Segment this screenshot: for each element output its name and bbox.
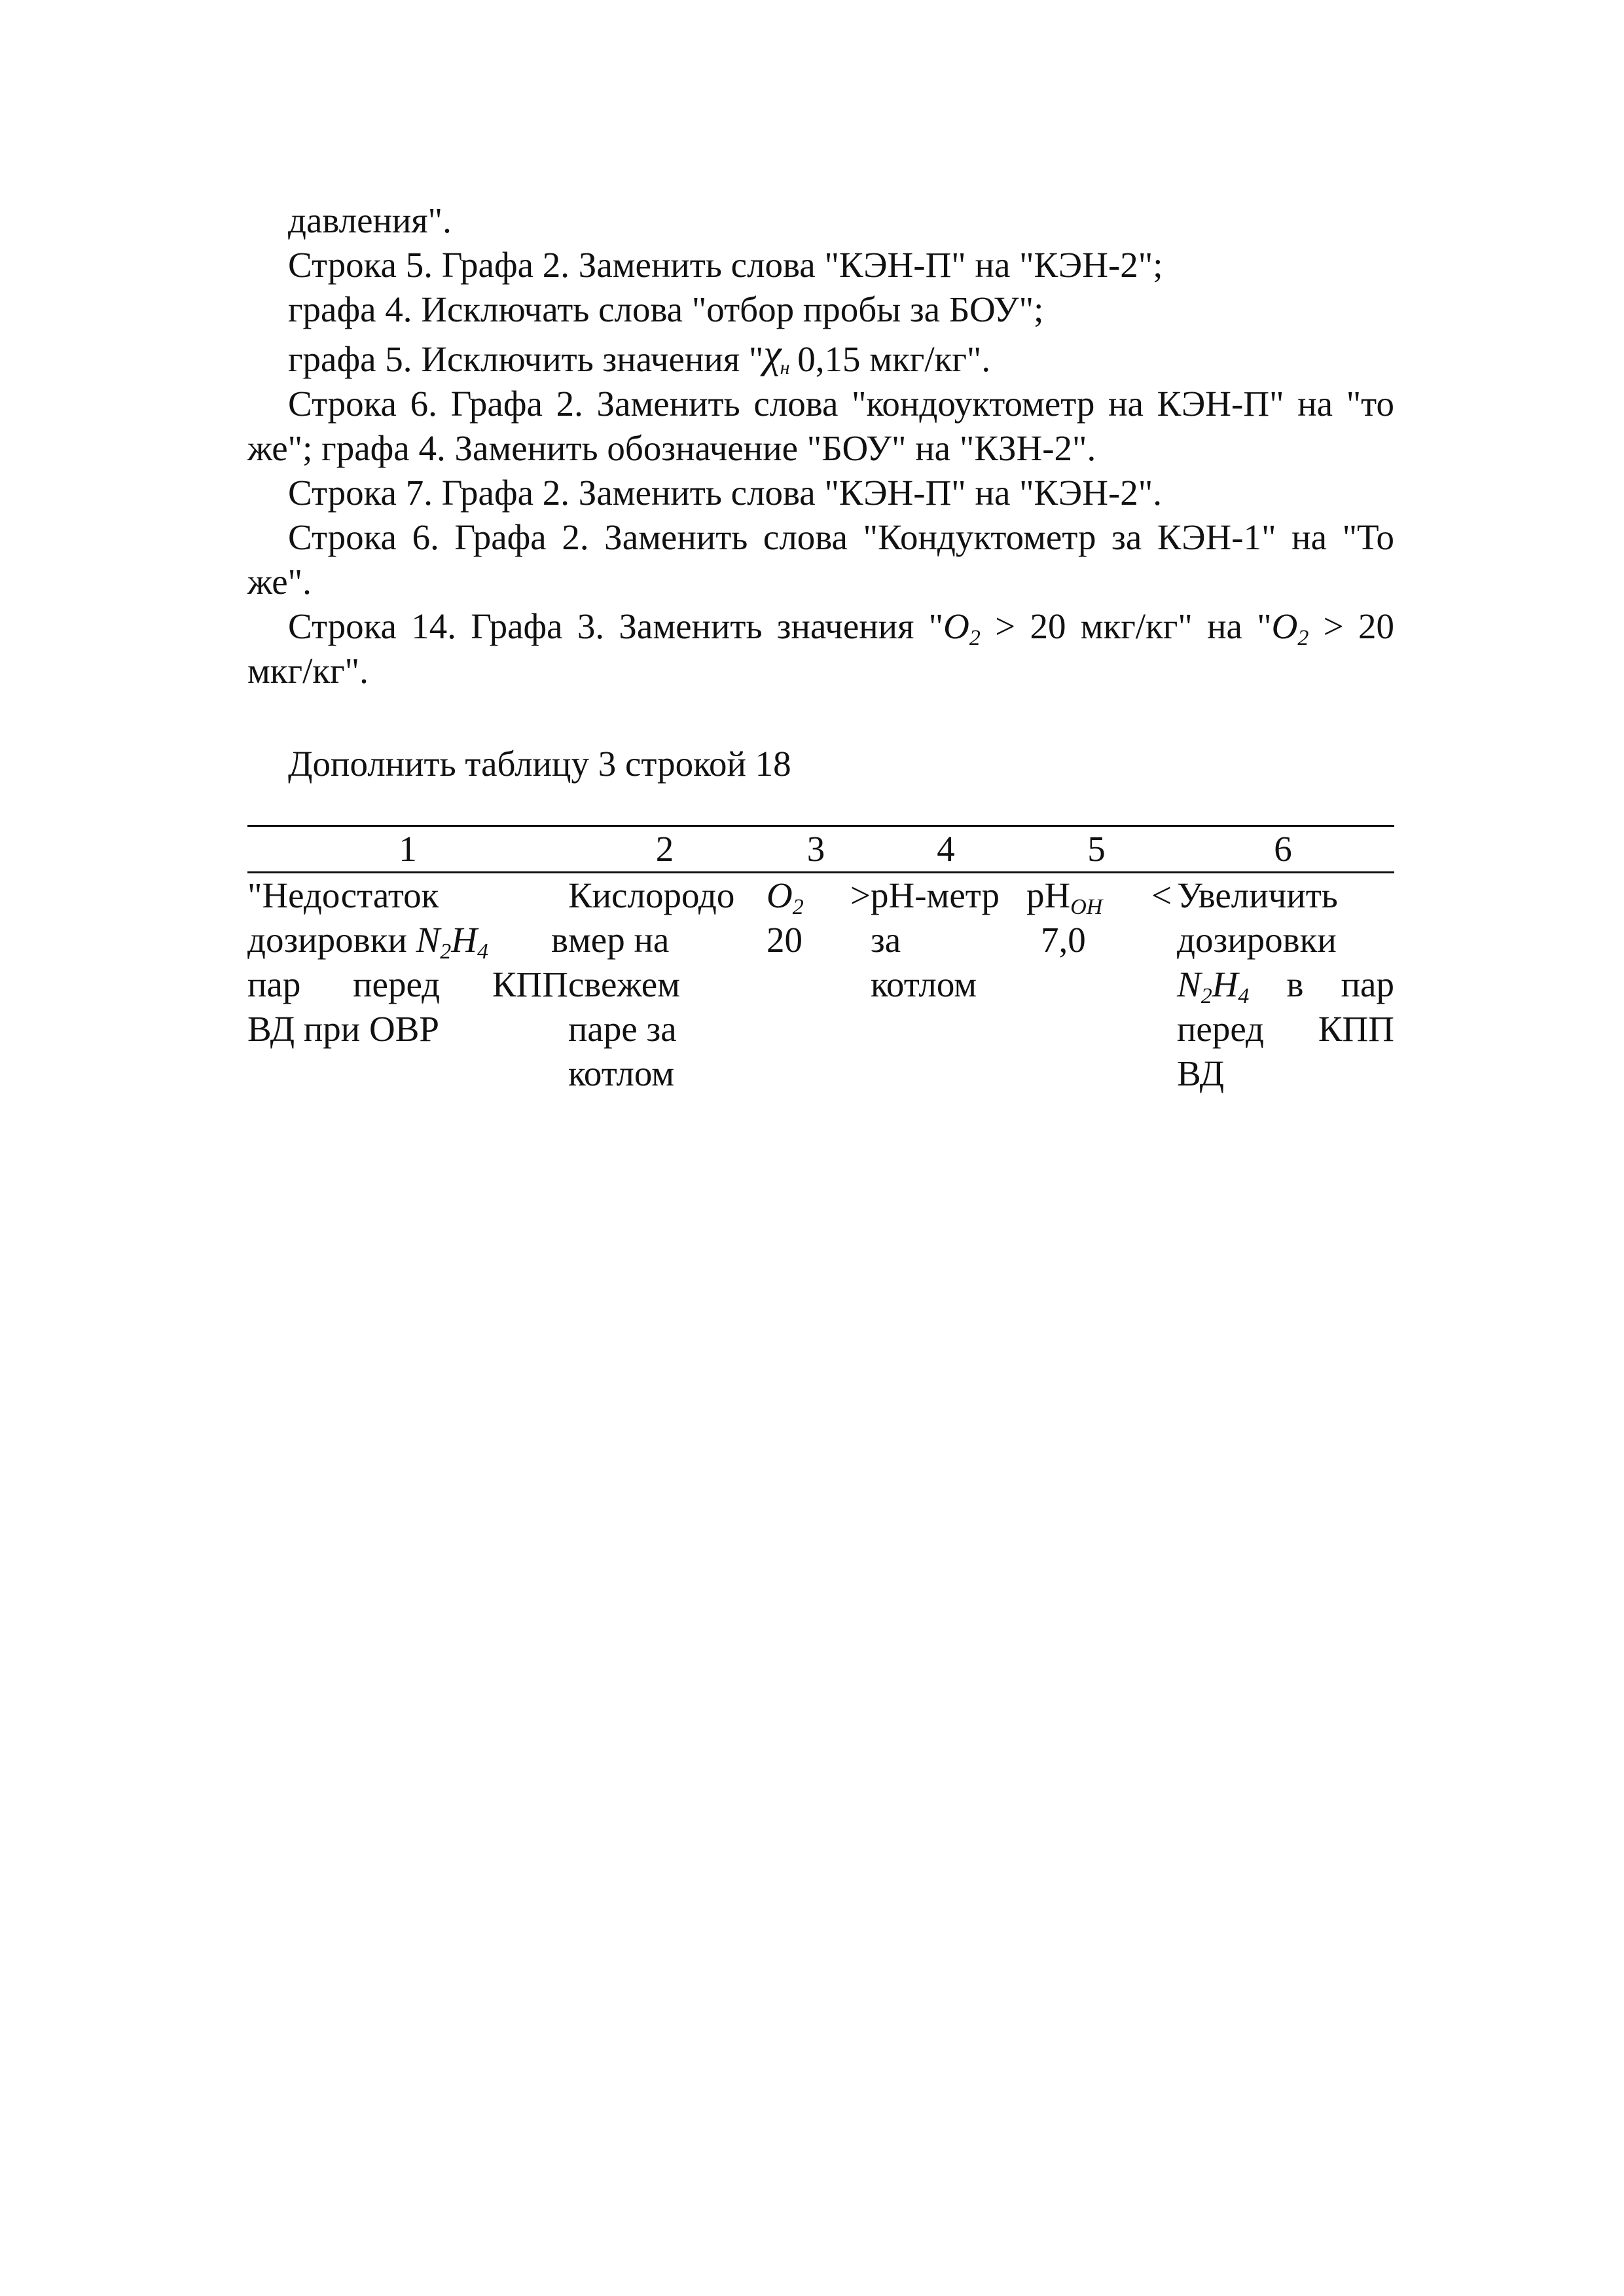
cell-action: Увеличить дозировки $N_2H_4$ в пар перед КПП ВД [1177,875,1394,1093]
text-line: Строка 5. Графа 2. Заменить слова "КЭН-П" на "КЭН-2"; [288,245,1163,285]
text-paragraph: Строка 6. Графа 2. Заменить слова "кондоуктометр на КЭН-П" на "то же"; графа 4. Заменить обозначение "БОУ" на "КЗН-2". [247,384,1394,468]
column-header: 2 [568,826,761,873]
cell-description: "Недостаток дозировки $N_2H_4$ в пар перед КПП ВД при ОВР [247,875,568,1049]
column-header: 4 [871,826,1021,873]
table-header-row [247,826,1394,873]
text-line: графа 5. Исключить значения "$\chi_н$ 0,15 мкг/кг". [288,332,991,379]
cell-value: $O_2$ > 20 [767,875,871,960]
cell-device: Кислородо мер на свежем паре за котлом [568,875,735,1093]
text-line: Строка 7. Графа 2. Заменить слова "КЭН-П" на "КЭН-2". [288,473,1162,513]
cell-instrument: pH-метр за котлом [871,875,1000,1004]
table-caption: Дополнить таблицу 3 строкой 18 [288,744,791,784]
text-paragraph: Строка 6. Графа 2. Заменить слова "Кондуктометр за КЭН-1" на "То же". [247,517,1394,602]
text-line: графа 4. Исключать слова "отбор пробы за БОУ"; [288,289,1044,329]
data-table [247,825,1394,1096]
text-line: давления". [288,200,452,240]
table-row [247,873,1394,1097]
column-header: 3 [761,826,871,873]
column-header: 1 [247,826,568,873]
text-paragraph: Строка 14. Графа 3. Заменить значения "$O_2 > 20$ мкг/кг" на "$O_2 > 20$ мкг/кг". [247,606,1394,691]
column-header: 6 [1172,826,1394,873]
column-header: 5 [1021,826,1172,873]
amendment-text [247,198,1394,693]
cell-ph-value: $pH_{OH}$ < 7,0 [1026,875,1172,960]
chi-symbol: $\chi_н$ [763,332,789,378]
